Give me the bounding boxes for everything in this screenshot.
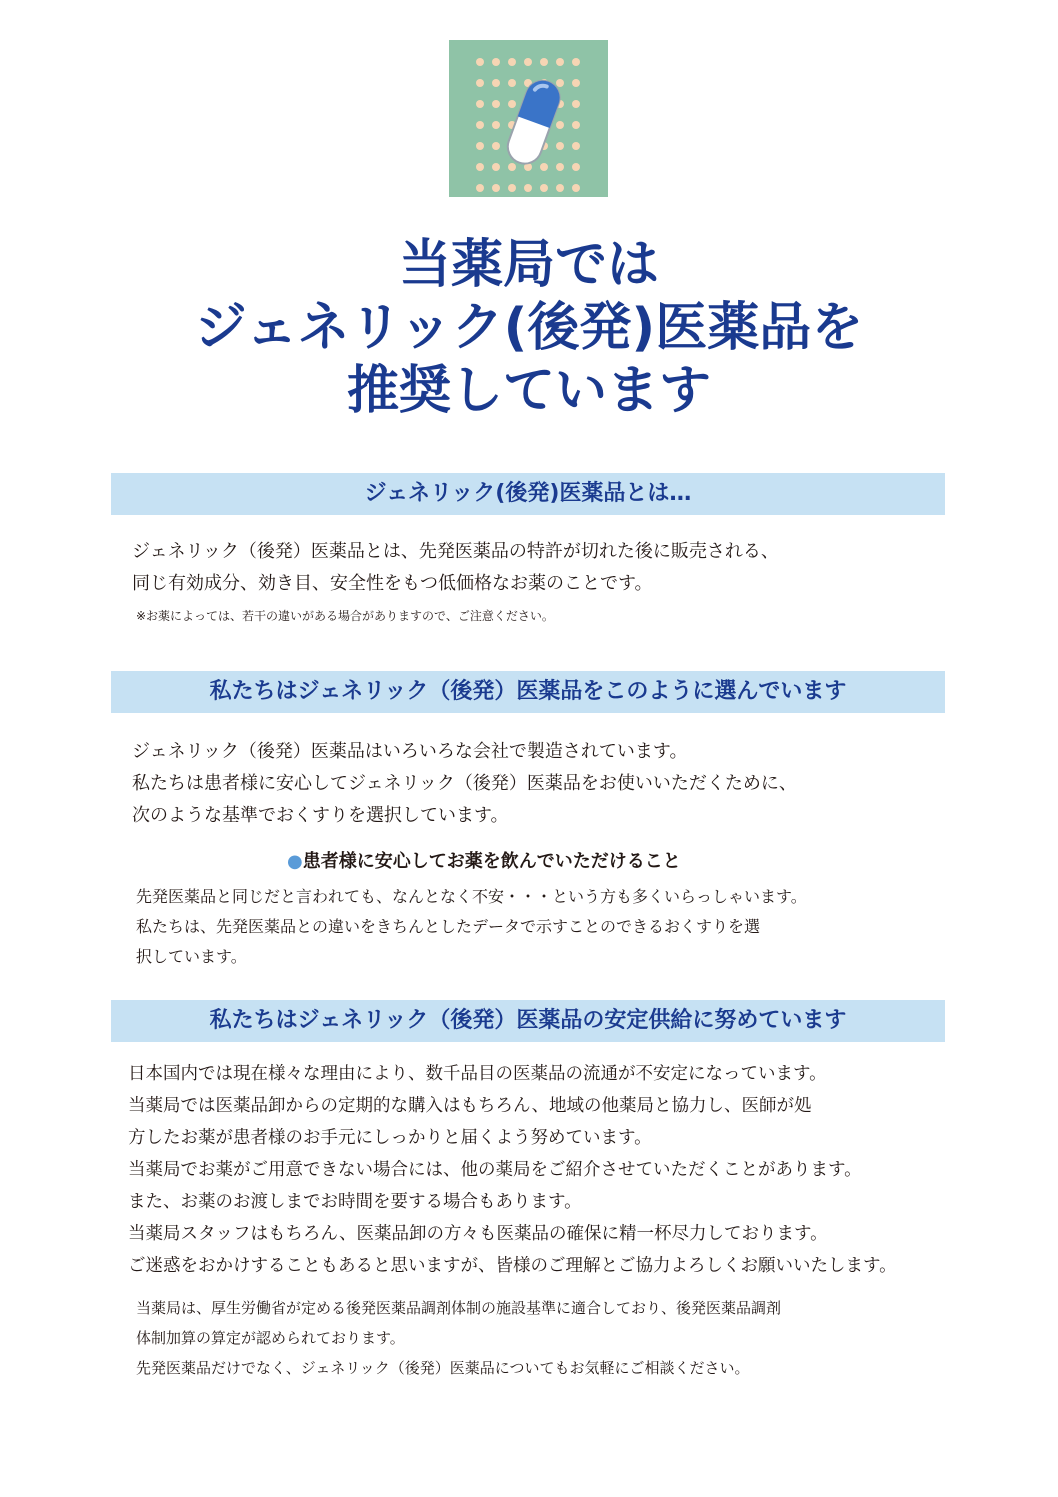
logo-dot [508,100,516,108]
footer-notice [136,1293,781,1383]
footer-line: 体制加算の算定が認められております。 [136,1329,405,1347]
criteria-line: 択しています。 [136,947,247,966]
logo-dot [556,121,564,129]
logo-dot [476,100,484,108]
criteria-line: 私たちは、先発医薬品との違いをきちんとしたデータで示すことのできるおくすりを選 [136,917,761,936]
section3-line: 当薬局でお薬がご用意できない場合には、他の薬局をご紹介させていただくことがあります。 [128,1160,862,1180]
logo-dot [556,163,564,171]
logo-dot [524,184,532,192]
section3-line: 方したお薬が患者様のお手元にしっかりと届くよう努めています。 [128,1128,652,1148]
section1-line: 同じ有効成分、効き目、安全性をもつ低価格なお薬のことです。 [132,573,653,594]
logo-dot [540,184,548,192]
logo-dot [492,121,500,129]
logo-dot [524,58,532,66]
logo-dot [572,100,580,108]
section1-body [132,536,779,600]
section2-line: 私たちは患者様に安心してジェネリック（後発）医薬品をお使いいただくために、 [132,773,797,794]
logo-dot [476,121,484,129]
title-line-1: 当薬局では [398,235,659,295]
logo-dot [572,79,580,87]
logo-dot [556,184,564,192]
section-heading-stable-supply: 私たちはジェネリック（後発）医薬品の安定供給に努めています [111,1000,945,1042]
logo-dot [572,142,580,150]
logo-dot [492,142,500,150]
criteria-line: 先発医薬品と同じだと言われても、なんとなく不安・・・という方も多くいらっしゃいます。 [136,887,807,906]
logo-dot [476,142,484,150]
section3-line: 当薬局スタッフはもちろん、医薬品卸の方々も医薬品の確保に精一杯尽力しております。 [128,1224,828,1244]
logo-dot [508,163,516,171]
logo-dot [492,184,500,192]
logo-dot [572,163,580,171]
section2-body [132,736,797,832]
section3-line: ご迷惑をおかけすることもあると思いますが、皆様のご理解とご協力よろしくお願いいたします。 [128,1256,897,1276]
footer-line: 当薬局は、厚生労働省が定める後発医薬品調剤体制の施設基準に適合しており、後発医薬品調剤 [136,1299,782,1317]
section-heading-how-we-choose: 私たちはジェネリック（後発）医薬品をこのように選んでいます [111,671,945,713]
section2-line: 次のような基準でおくすりを選択しています。 [132,805,509,826]
logo-dot [540,58,548,66]
logo-dot [492,79,500,87]
footer-line: 先発医薬品だけでなく、ジェネリック（後発）医薬品についてもお気軽にご相談ください。 [136,1359,750,1377]
section1-note: ※お薬によっては、若干の違いがある場合がありますので、ご注意ください。 [136,609,554,623]
capsule-pill-icon [449,40,608,197]
section3-line: 当薬局では医薬品卸からの定期的な購入はもちろん、地域の他薬局と協力し、医師が処 [128,1096,812,1116]
criteria-subheading [287,848,681,876]
logo-dot [492,58,500,66]
section3-line: また、お薬のお渡しまでお時間を要する場合もあります。 [128,1192,582,1212]
title-line-2: ジェネリック(後発)医薬品を [194,298,864,358]
logo-dot [508,58,516,66]
logo-dot [476,58,484,66]
criteria-body [136,882,807,972]
criteria-subheading-text: 患者様に安心してお薬を飲んでいただけること [302,851,681,872]
section-heading-what-is-generic: ジェネリック(後発)医薬品とは… [111,473,945,515]
logo-dot [556,79,564,87]
logo-dot [476,163,484,171]
section1-line: ジェネリック（後発）医薬品とは、先発医薬品の特許が切れた後に販売される、 [132,541,779,562]
logo-dot [476,184,484,192]
logo-dot [572,184,580,192]
logo-dot [508,184,516,192]
logo-dot [572,121,580,129]
capsule-logo [449,40,608,197]
page-title [0,234,1058,423]
logo-dot [508,79,516,87]
logo-dot [476,79,484,87]
section2-line: ジェネリック（後発）医薬品はいろいろな会社で製造されています。 [132,741,688,762]
title-line-3: 推奨しています [346,361,711,421]
section3-line: 日本国内では現在様々な理由により、数千品目の医薬品の流通が不安定になっています。 [128,1064,827,1084]
logo-dot [556,58,564,66]
bullet-icon: ● [287,851,303,872]
logo-dot [540,163,548,171]
section3-body [128,1058,897,1282]
logo-dot [556,142,564,150]
logo-dot [492,163,500,171]
logo-dot [492,100,500,108]
logo-dot [572,58,580,66]
